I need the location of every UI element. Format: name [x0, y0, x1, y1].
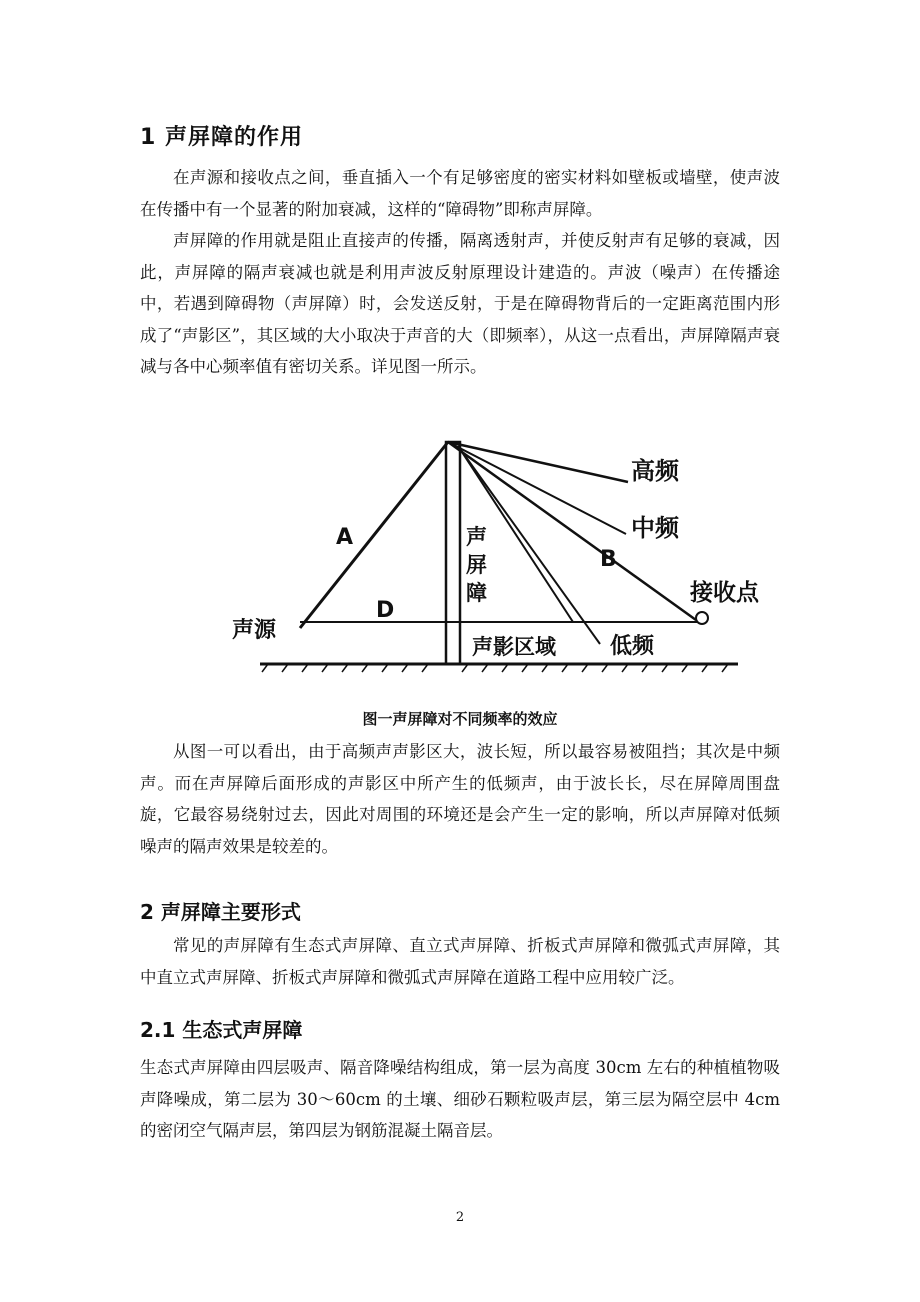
label-high-freq: 高频 [631, 457, 679, 485]
label-barrier-2: 屏 [466, 553, 487, 577]
figure-discussion-paragraph: 从图一可以看出，由于高频声声影区大，波长短，所以最容易被阻挡；其次是中频声。而在声屏障后面形成的声影区中所产生的低频声，由于波长长，尽在屏障周围盘旋，它最容易绕射过去，因此对周围的环境还是会产生一定的影响，所以声屏障对低频噪声的隔声效果是较差的。 [140, 742, 780, 856]
figure-caption: 图一声屏障对不同频率的效应 [362, 710, 558, 728]
section-2-heading: 2 声屏障主要形式 [140, 900, 301, 924]
label-a: A [336, 525, 354, 550]
label-low-freq: 低频 [610, 634, 655, 659]
section-2-paragraph-1: 常见的声屏障有生态式声屏障、直立式声屏障、折板式声屏障和微弧式声屏障，其中直立式声屏障、折板式声屏障和微弧式声屏障在道路工程中应用较广泛。 [140, 936, 780, 987]
label-b: B [600, 547, 617, 572]
section-2-1-heading: 2.1 生态式声屏障 [140, 1018, 303, 1042]
label-receiver: 接收点 [690, 580, 759, 606]
section-1-paragraph-1: 在声源和接收点之间，垂直插入一个有足够密度的密实材料如壁板或墙壁，使声波在传播中有一个显著的附加衰减，这样的“障碍物”即称声屏障。 [140, 168, 780, 219]
section-2-1-paragraph-1: 生态式声屏障由四层吸声、隔音降噪结构组成，第一层为高度 30cm 左右的种植植物吸声降噪成，第二层为 30～60cm 的土壤、细砂石颗粒吸声层，第三层为隔空层中 4cm 的密闭空气隔声层，第四层为钢筋混凝土隔音层。 [140, 1058, 780, 1140]
mid-freq-ray [448, 442, 626, 534]
receiver-point [696, 612, 708, 624]
label-mid-freq: 中频 [631, 514, 679, 542]
path-a-line [300, 442, 448, 628]
section-1-heading: 1 声屏障的作用 [140, 125, 303, 150]
barrier-wall [446, 442, 460, 664]
section-1-paragraph-2: 声屏障的作用就是阻止直接声的传播，隔离透射声，并使反射声有足够的衰减，因此，声屏障的隔声衰减也就是利用声波反射原理设计建造的。声波（噪声）在传播途中，若遇到障碍物（声屏障）时，会发送反射，于是在障碍物背后的一定距离范围内形成了“声影区”，其区域的大小取决于声音的大（即频率），从这一点看出，声屏障隔声衰减与各中心频率值有密切关系。详见图一所示。 [140, 231, 780, 376]
label-barrier-1: 声 [466, 525, 487, 549]
label-barrier-3: 障 [466, 581, 487, 605]
label-shadow-zone: 声影区域 [472, 635, 556, 659]
page-number: 2 [455, 1210, 465, 1225]
label-source: 声源 [232, 618, 277, 643]
label-d: D [376, 598, 395, 623]
sound-barrier-diagram [228, 432, 780, 680]
